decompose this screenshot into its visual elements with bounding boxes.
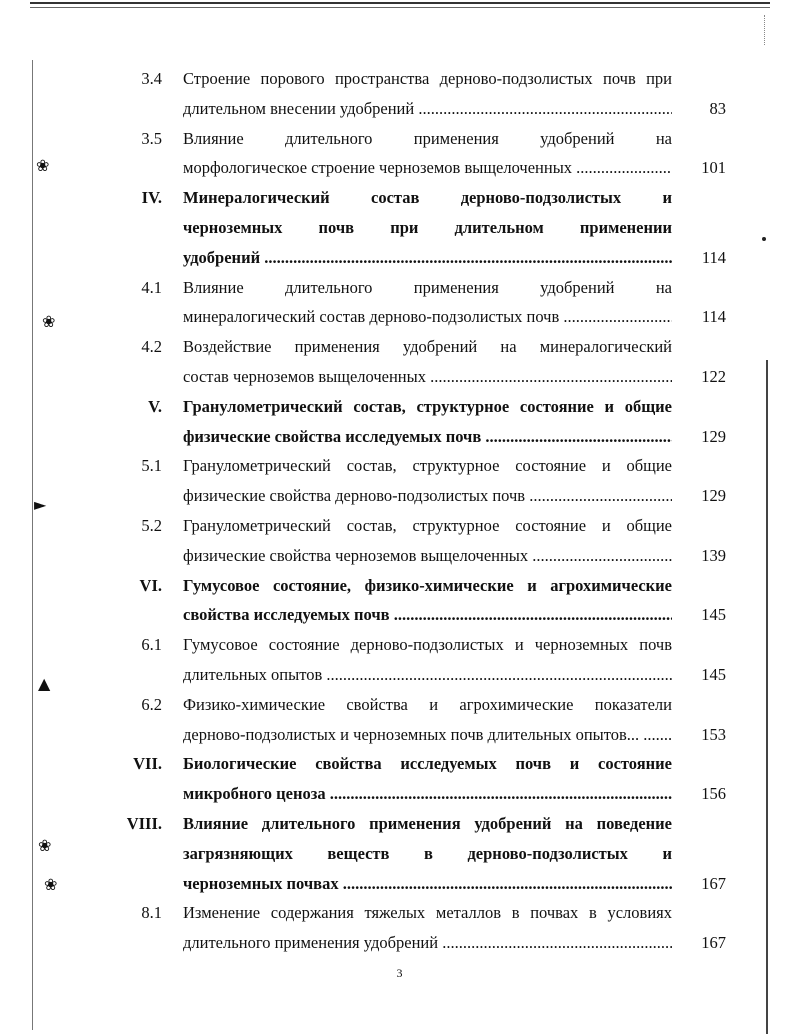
- toc-entry-page: 101: [701, 158, 726, 178]
- toc-entry-title-line: Физико-химические свойства и агрохимические показатели: [183, 694, 672, 714]
- toc-entry-number: IV.: [141, 188, 162, 208]
- binder-hole-mark-icon: ❀: [38, 836, 52, 855]
- toc-entry-number: 3.4: [141, 69, 162, 88]
- binder-hole-mark-icon: ▲: [38, 674, 51, 693]
- toc-entry-page: 129: [701, 426, 726, 446]
- toc-entry: [0, 630, 799, 693]
- toc-entry: [0, 690, 799, 750]
- toc-entry-title-line: Влияние длительного применения удобрений на: [183, 128, 672, 148]
- toc-entry: [0, 124, 799, 184]
- top-border: [30, 2, 770, 4]
- toc-entry-title-line: морфологическое строение черноземов выщелоченных .....: [183, 153, 672, 183]
- toc-entry-number: VIII.: [126, 813, 162, 833]
- toc-entry-title-line: черноземных почв при длительном применении: [183, 217, 672, 237]
- toc-entry: [0, 898, 799, 958]
- toc-entry: [0, 749, 799, 809]
- table-of-contents: [0, 64, 799, 958]
- binder-hole-mark-icon: ❀: [44, 875, 58, 894]
- toc-entry: [0, 809, 799, 898]
- toc-entry: [0, 511, 799, 571]
- binder-hole-mark-icon: ❀: [36, 156, 50, 175]
- toc-entry-number: 6.2: [141, 694, 162, 714]
- toc-entry-title: [183, 64, 672, 124]
- toc-entry-title: [183, 749, 672, 809]
- toc-entry-title-line: микробного ценоза .....: [183, 779, 672, 809]
- toc-entry-title-line: Изменение содержания тяжелых металлов в почвах в условиях: [183, 903, 672, 923]
- toc-entry-title-line: Влияние длительного применения удобрений на: [183, 277, 672, 297]
- toc-entry-title: [183, 183, 672, 272]
- toc-entry-title-line: минералогический состав дерново-подзолистых почв .....: [183, 302, 672, 332]
- toc-entry: [0, 332, 799, 392]
- toc-entry-title-line: Гранулометрический состав, структурное состояние и общие: [183, 396, 672, 416]
- toc-entry-title-line: Влияние длительного применения удобрений на поведение: [183, 813, 672, 833]
- toc-entry-title-line: Гумусовое состояние дерново-подзолистых и черноземных почв: [183, 635, 672, 655]
- toc-entry-title-line: физические свойства дерново-подзолистых почв .....: [183, 481, 672, 511]
- toc-entry-page: 153: [701, 724, 726, 744]
- toc-entry-page: 145: [701, 664, 726, 684]
- toc-entry-title-line: Строение порового пространства дерново-подзолистых почв при: [183, 69, 672, 88]
- toc-entry-title: [183, 809, 672, 898]
- toc-entry-number: 6.1: [141, 635, 162, 655]
- toc-entry-title-line: длительном внесении удобрений .....: [183, 94, 672, 124]
- toc-entry-page: 129: [701, 486, 726, 506]
- right-edge-mark: [764, 15, 765, 45]
- toc-entry-title: [183, 273, 672, 333]
- toc-entry-title: [183, 571, 672, 631]
- toc-entry-page: 139: [701, 545, 726, 565]
- toc-entry-title: [183, 124, 672, 184]
- toc-entry-title-line: Минералогический состав дерново-подзолистых и: [183, 188, 672, 208]
- toc-entry-page: 83: [709, 98, 726, 118]
- toc-entry-title-line: физические свойства исследуемых почв .....: [183, 422, 672, 452]
- toc-entry-title-line: состав черноземов выщелоченных .....: [183, 362, 672, 392]
- toc-entry-title: [183, 630, 672, 690]
- toc-entry-title-line: свойства исследуемых почв .....: [183, 600, 672, 630]
- toc-entry-number: VII.: [133, 754, 162, 774]
- toc-entry-title-line: дерново-подзолистых и черноземных почв длительных опытов... .....: [183, 720, 672, 750]
- binder-hole-mark-icon: ►: [34, 495, 47, 514]
- toc-entry-title-line: Воздействие применения удобрений на минералогический: [183, 337, 672, 357]
- toc-entry-number: VI.: [139, 575, 162, 595]
- toc-entry-title-line: черноземных почвах .....: [183, 869, 672, 899]
- toc-entry-title-line: загрязняющих веществ в дерново-подзолистых и: [183, 843, 672, 863]
- toc-entry-page: 114: [701, 307, 726, 327]
- toc-entry: [0, 273, 799, 333]
- toc-entry-title: [183, 451, 672, 511]
- toc-entry-title-line: Гранулометрический состав, структурное состояние и общие: [183, 456, 672, 476]
- toc-entry-number: V.: [148, 396, 162, 416]
- toc-entry-title-line: длительного применения удобрений .....: [183, 928, 672, 958]
- top-border-inner: [30, 7, 770, 8]
- toc-entry: [0, 451, 799, 514]
- toc-entry-title-line: физические свойства черноземов выщелоченных .....: [183, 541, 672, 571]
- toc-entry-number: 4.1: [141, 277, 162, 297]
- toc-entry-title-line: Гумусовое состояние, физико-химические и агрохимические: [183, 575, 672, 595]
- toc-entry: [0, 64, 799, 124]
- toc-entry-title-line: удобрений .....: [183, 243, 672, 273]
- toc-entry-page: 145: [701, 605, 726, 625]
- toc-entry-title: [183, 332, 672, 392]
- toc-entry-page: 114: [701, 247, 726, 267]
- toc-entry-title: [183, 392, 672, 452]
- toc-entry-title: [183, 690, 672, 750]
- toc-entry-page: 167: [701, 933, 726, 953]
- toc-entry-page: 122: [701, 366, 726, 386]
- toc-entry: [0, 571, 799, 631]
- toc-entry-title: [183, 511, 672, 571]
- toc-entry-title-line: длительных опытов .....: [183, 660, 672, 690]
- toc-entry-number: 5.2: [141, 515, 162, 535]
- toc-entry-number: 5.1: [141, 456, 162, 476]
- toc-entry-title: [183, 898, 672, 958]
- toc-entry: [0, 183, 799, 272]
- toc-entry: [0, 392, 799, 452]
- toc-entry-title-line: Гранулометрический состав, структурное состояние и общие: [183, 515, 672, 535]
- toc-entry-title-line: Биологические свойства исследуемых почв и состояние: [183, 754, 672, 774]
- toc-entry-number: 4.2: [141, 337, 162, 357]
- toc-entry-number: 8.1: [141, 903, 162, 923]
- toc-entry-page: 167: [701, 873, 726, 893]
- toc-entry-number: 3.5: [141, 128, 162, 148]
- page-number: 3: [396, 966, 403, 980]
- toc-entry-page: 156: [701, 784, 726, 804]
- binder-hole-mark-icon: ❀: [42, 312, 56, 331]
